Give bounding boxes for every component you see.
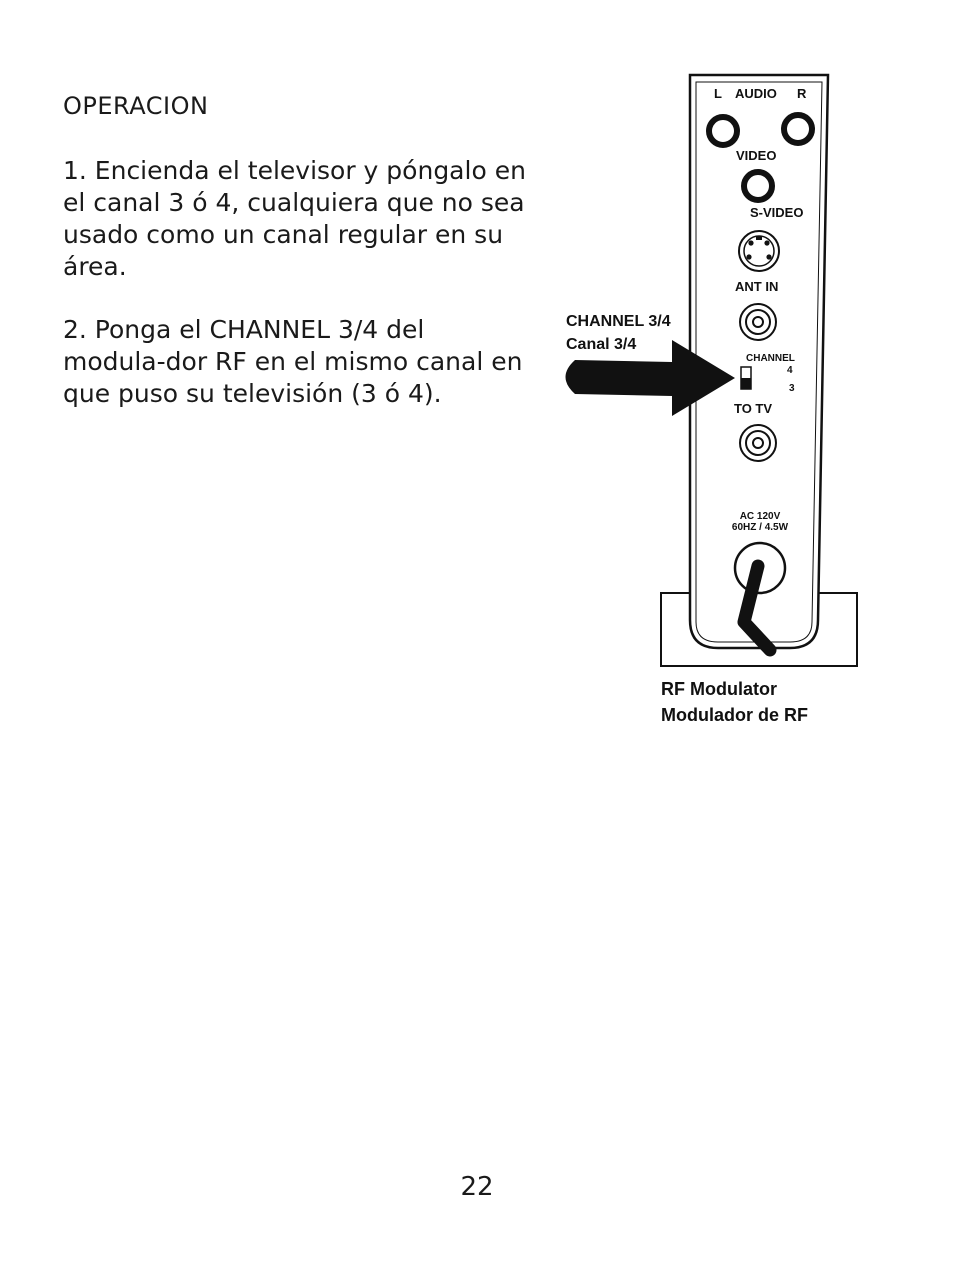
to-tv-connector-icon	[740, 425, 776, 461]
to-tv-label: TO TV	[734, 401, 773, 416]
power-rating-line-2: 60HZ / 4.5W	[731, 522, 789, 533]
figure-caption-english: RF Modulator	[661, 679, 777, 699]
channel-3-label: 3	[789, 383, 795, 394]
callout-canal-label: Canal 3/4	[566, 336, 637, 353]
video-jack-icon	[744, 172, 772, 200]
audio-left-jack-icon	[709, 117, 737, 145]
instruction-step-1: 1. Encienda el televisor y póngalo en el canal 3 ó 4, cualquiera que no sea usado como un canal regular en su área.	[63, 156, 526, 281]
audio-right-label: R	[797, 86, 807, 101]
channel-4-label: 4	[787, 365, 793, 376]
s-video-label: S-VIDEO	[750, 205, 804, 220]
section-heading: OPERACION	[63, 92, 209, 120]
channel-switch-icon	[741, 367, 751, 389]
instruction-step-2: 2. Ponga el CHANNEL 3/4 del modula-dor RF en el mismo canal en que puso su televisión (3 ó 4).	[63, 315, 523, 408]
channel-label: CHANNEL	[746, 353, 795, 364]
audio-label: AUDIO	[735, 86, 777, 101]
video-label: VIDEO	[736, 148, 777, 163]
page-number: 22	[460, 1172, 494, 1202]
power-rating-line-1: AC 120V	[739, 511, 781, 522]
s-video-jack-icon	[739, 231, 779, 271]
audio-left-label: L	[714, 86, 722, 101]
figure-caption-spanish: Modulador de RF	[661, 705, 808, 725]
callout-channel-label: CHANNEL 3/4	[566, 313, 671, 330]
audio-right-jack-icon	[784, 115, 812, 143]
ant-in-label: ANT IN	[735, 279, 779, 294]
ant-in-connector-icon	[740, 304, 776, 340]
